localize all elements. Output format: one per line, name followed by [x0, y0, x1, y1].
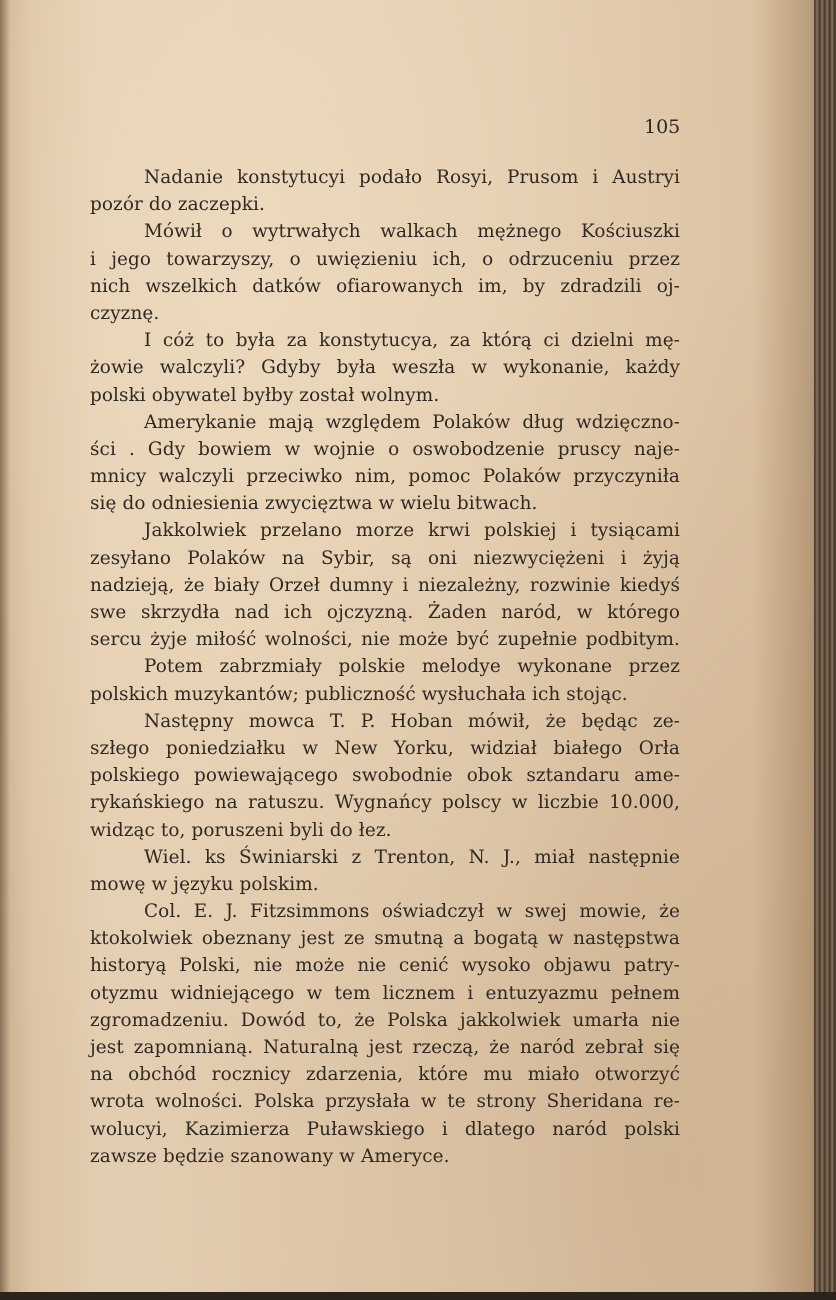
text-line: ści . Gdy bowiem w wojnie o oswobodzenie pruscy naje-	[90, 438, 680, 460]
text-line: wrota wolności. Polska przysłała w te strony Sheridana re-	[90, 1091, 680, 1113]
text-line: na obchód rocznicy zdarzenia, które mu miało otworzyć	[90, 1064, 680, 1086]
text-line: ktokolwiek obeznany jest ze smutną a bogatą w następstwa	[90, 928, 680, 950]
page-right-edge-stack	[814, 0, 836, 1300]
page-bottom-edge	[0, 1292, 836, 1300]
text-line: Jakkolwiek przelano morze krwi polskiej i tysiącami	[144, 520, 680, 542]
text-line: polskiego powiewającego swobodnie obok sztandaru ame-	[90, 765, 680, 787]
text-line: pozór do zaczepki.	[90, 194, 265, 216]
text-line: i jego towarzyszy, o uwięzieniu ich, o odrzuceniu przez	[90, 248, 680, 270]
text-line: rykańskiego na ratuszu. Wygnańcy polscy w liczbie 10.000,	[90, 792, 680, 814]
page-left-shadow	[0, 0, 10, 1300]
text-line: czyznę.	[90, 302, 160, 324]
text-line: polskich muzykantów; publiczność wysłuchała ich stojąc.	[90, 683, 628, 705]
text-line: mowę w języku polskim.	[90, 873, 319, 895]
text-line: polski obywatel byłby został wolnym.	[90, 384, 440, 406]
text-line: historyą Polski, nie może nie cenić wysoko objawu patry-	[90, 955, 680, 977]
text-line: Col. E. J. Fitzsimmons oświadczył w swej mowie, że	[144, 901, 680, 923]
text-line: mnicy walczyli przeciwko nim, pomoc Polaków przyczyniła	[90, 466, 680, 488]
text-line: żowie walczyli? Gdyby była weszła w wykonanie, każdy	[90, 357, 680, 379]
text-line: wolucyi, Kazimierza Puławskiego i dlatego naród polski	[90, 1118, 680, 1140]
text-line: Amerykanie mają względem Polaków dług wdzięczno-	[144, 411, 680, 433]
text-line: zesyłano Polaków na Sybir, są oni niezwyciężeni i żyją	[90, 547, 680, 569]
text-line: otyzmu widniejącego w tem licznem i entuzyazmu pełnem	[90, 982, 680, 1004]
text-line: widząc to, poruszeni byli do łez.	[90, 819, 392, 841]
body-text	[90, 164, 680, 1170]
text-line: swe skrzydła nad ich ojczyzną. Żaden naród, w którego	[90, 602, 680, 623]
text-line: sercu żyje miłość wolności, nie może być zupełnie podbitym.	[90, 629, 680, 651]
page-number: 105	[644, 116, 681, 138]
text-line: I cóż to była za konstytucya, za którą ci dzielni mę-	[144, 330, 680, 352]
text-line: szłego poniedziałku w New Yorku, widział białego Orła	[90, 737, 680, 759]
text-line: nich wszelkich datków ofiarowanych im, by zdradzili oj-	[90, 275, 680, 297]
text-line: jest zapomnianą. Naturalną jest rzeczą, że naród zebrał się	[90, 1037, 680, 1058]
text-line: Potem zabrzmiały polskie melodye wykonane przez	[144, 656, 680, 678]
text-line: Mówił o wytrwałych walkach mężnego Kościuszki	[144, 221, 680, 243]
text-line: Następny mowca T. P. Hoban mówił, że będąc ze-	[144, 710, 680, 732]
text-line: się do odniesienia zwycięztwa w wielu bitwach.	[90, 493, 538, 515]
text-line: nadzieją, że biały Orzeł dumny i niezależny, rozwinie kiedyś	[90, 574, 680, 596]
text-line: zawsze będzie szanowany w Ameryce.	[90, 1145, 450, 1167]
text-line: zgromadzeniu. Dowód to, że Polska jakkolwiek umarła nie	[90, 1009, 680, 1031]
text-line: Wiel. ks Świniarski z Trenton, N. J., miał następnie	[144, 846, 680, 868]
text-line: Nadanie konstytucyi podało Rosyi, Prusom i Austryi	[144, 167, 680, 188]
